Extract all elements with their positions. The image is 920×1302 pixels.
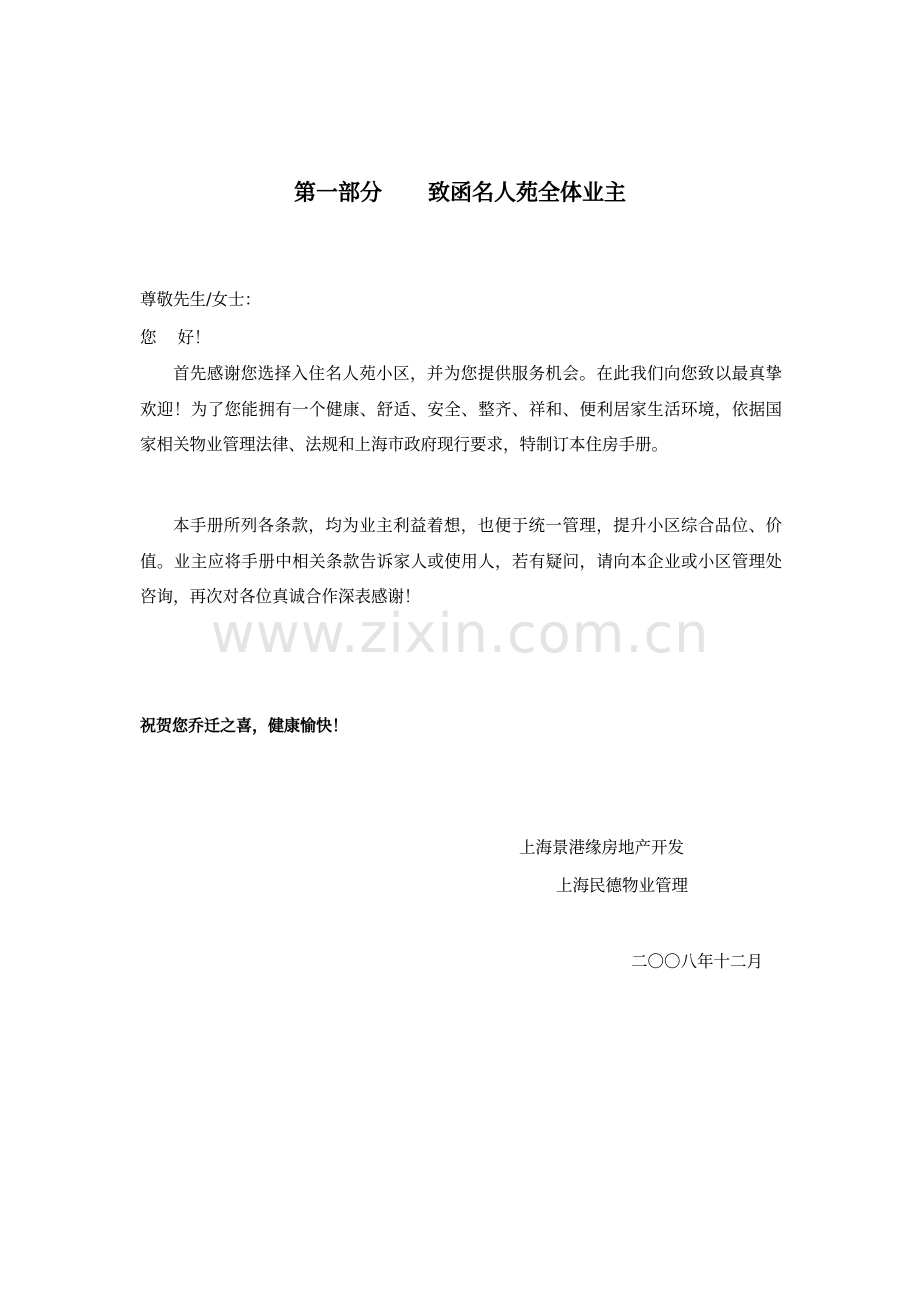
greeting: 您 好！ bbox=[140, 328, 211, 347]
signer-developer: 上海景港缘房地产开发 bbox=[519, 838, 684, 857]
closing-line: 祝贺您乔迁之喜，健康愉快！ bbox=[140, 716, 349, 735]
paragraph-handbook: 本手册所列各条款，均为业主利益着想，也便于统一管理，提升小区综合品位、价值。业主应将手册中相关条款告诉家人或使用人，若有疑问，请向本企业或小区管理处咨询，再次对各位真诚合作深表感谢！ bbox=[140, 516, 782, 606]
watermark: www.zixin.com.cn bbox=[210, 602, 710, 665]
salutation: 尊敬先生/女士： bbox=[140, 290, 262, 309]
page-title: 第一部分 致函名人苑全体业主 bbox=[294, 181, 626, 206]
document-date: 二〇〇八年十二月 bbox=[631, 952, 763, 971]
paragraph-intro: 首先感谢您选择入住名人苑小区，并为您提供服务机会。在此我们向您致以最真挚欢迎！为了您能拥有一个健康、舒适、安全、整齐、祥和、便利居家生活环境，依据国家相关物业管理法律、法规和上海市政府现行要求，特制订本住房手册。 bbox=[140, 364, 782, 454]
signer-property-management: 上海民德物业管理 bbox=[556, 876, 688, 895]
